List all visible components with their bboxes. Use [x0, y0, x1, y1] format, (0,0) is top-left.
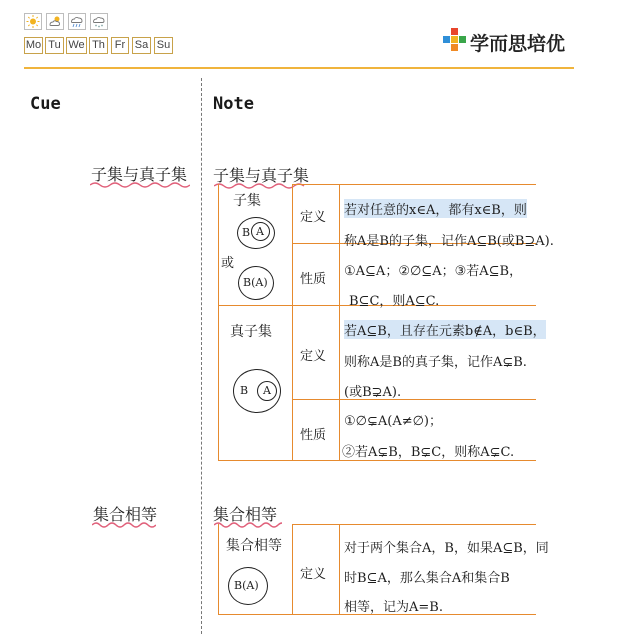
venn-outer-label: B [240, 384, 249, 397]
definition-line: 若A⊆B，且存在元素b∉A，b∈B， [344, 320, 546, 339]
table-line [218, 460, 536, 461]
cue-wavy-underline [92, 521, 156, 529]
row-label-definition: 定义 [300, 210, 327, 225]
table-line [292, 184, 536, 185]
venn-inner-label: A [256, 225, 264, 238]
definition-line: 对于两个集合A，B，如果A⊆B，同 [344, 541, 549, 556]
table-line [218, 524, 219, 614]
property-line: B⊆C，则A⊆C. [349, 294, 440, 309]
cue-set-equality: 集合相等 [93, 505, 158, 524]
row-label-property: 性质 [300, 428, 327, 443]
header-divider [24, 67, 574, 69]
note-column-header: Note [213, 94, 254, 114]
section-title-subset: 子集与真子集 [213, 166, 310, 185]
venn-single-label: B(A) [243, 276, 268, 289]
cloud-rain-icon[interactable] [68, 13, 86, 30]
venn-single-label: B(A) [234, 579, 259, 592]
section-title-set-equality: 集合相等 [213, 505, 278, 524]
cue-note-divider [201, 78, 202, 634]
table-line [339, 524, 340, 614]
weekday-sa[interactable]: Sa [132, 37, 151, 54]
table-line [339, 184, 340, 460]
row-label-definition: 定义 [300, 349, 327, 364]
definition-line: (或B⊋A). [344, 385, 402, 400]
group-name-proper-subset: 真子集 [230, 324, 272, 340]
table-line [292, 184, 293, 460]
title-wavy-underline [214, 521, 282, 529]
logo-text: 学而思培优 [470, 33, 566, 55]
definition-line: 若对任意的x∈A，都有x∈B，则 [344, 199, 527, 218]
definition-line: 时B⊆A，那么集合A和集合B [344, 571, 510, 586]
property-line: ①A⊆A；②∅⊆A；③若A⊆B， [344, 264, 523, 279]
property-line: ①∅⊊A(A≠∅)； [344, 414, 443, 429]
group-name-set-equality: 集合相等 [226, 538, 282, 554]
weekday-fr[interactable]: Fr [111, 37, 129, 54]
venn-inner-label: A [263, 384, 271, 397]
weekday-we[interactable]: We [66, 37, 87, 54]
cue-wavy-underline [90, 181, 190, 189]
row-label-definition: 定义 [300, 567, 327, 582]
group-name-subset: 子集 [233, 193, 261, 209]
logo-mark-icon [443, 28, 467, 54]
table-line [292, 524, 536, 525]
definition-line: 相等，记为A=B. [344, 600, 443, 615]
cloud-snow-icon[interactable] [90, 13, 108, 30]
cue-column-header: Cue [30, 94, 61, 114]
venn-outer-label: B [242, 226, 251, 239]
weekday-mo[interactable]: Mo [24, 37, 43, 54]
weekday-tu[interactable]: Tu [45, 37, 64, 54]
partly-cloudy-icon[interactable] [46, 13, 64, 30]
weekday-su[interactable]: Su [154, 37, 173, 54]
table-line [292, 524, 293, 614]
cue-subset: 子集与真子集 [91, 165, 188, 184]
row-label-property: 性质 [300, 272, 327, 287]
definition-line: 称A是B的子集，记作A⊆B(或B⊇A). [344, 234, 554, 249]
table-line [292, 399, 536, 400]
sun-icon[interactable] [24, 13, 42, 30]
table-line [218, 184, 219, 460]
property-line: ②若A⊊B，B⊊C，则称A⊊C. [342, 445, 515, 460]
weekday-th[interactable]: Th [89, 37, 108, 54]
or-label: 或 [221, 256, 235, 271]
definition-line: 则称A是B的真子集，记作A⊊B. [344, 355, 527, 370]
